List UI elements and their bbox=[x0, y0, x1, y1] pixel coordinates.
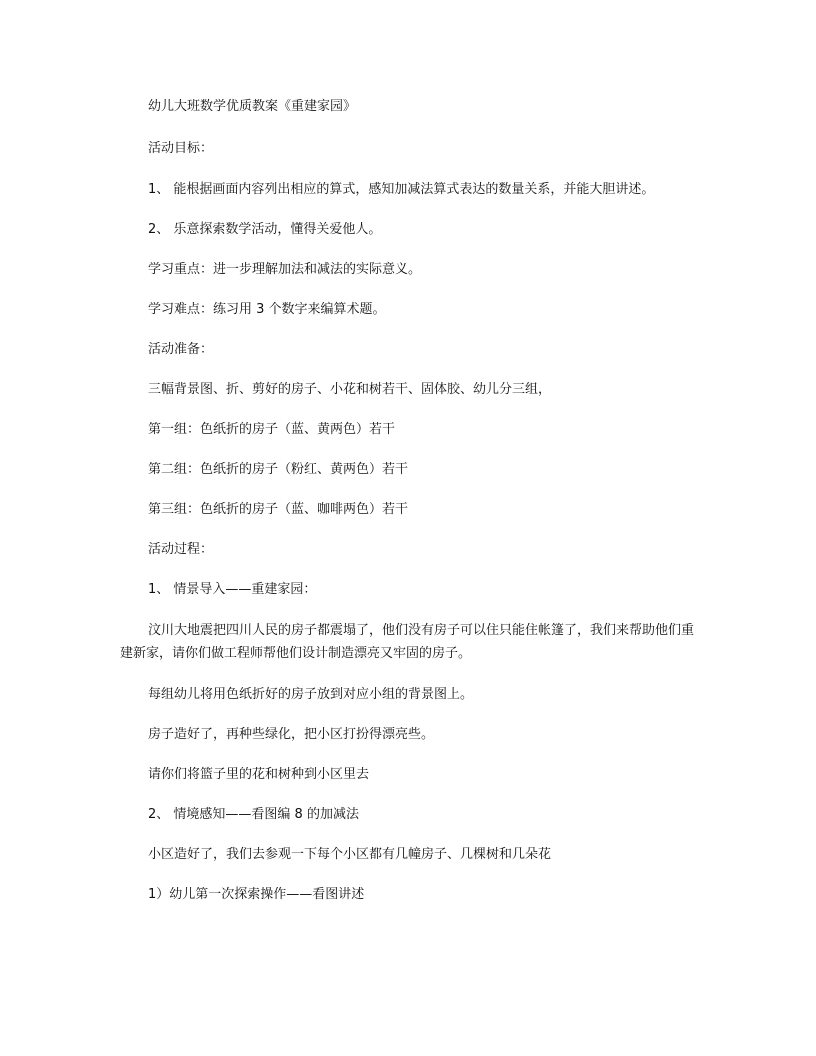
step-1-line-2: 每组幼儿将用色纸折好的房子放到对应小组的背景图上。 bbox=[148, 687, 474, 702]
difficulty-point: 学习难点：练习用 3 个数字来编算术题。 bbox=[148, 302, 386, 317]
group-1: 第一组：色纸折的房子（蓝、黄两色）若干 bbox=[148, 422, 396, 437]
step-1-line-4: 请你们将篮子里的花和树种到小区里去 bbox=[148, 767, 370, 782]
step-1-line-3: 房子造好了，再种些绿化，把小区打扮得漂亮些。 bbox=[148, 727, 435, 742]
key-point: 学习重点：进一步理解加法和减法的实际意义。 bbox=[148, 262, 422, 277]
goal-item-2: 2、 乐意探索数学活动，懂得关爱他人。 bbox=[148, 222, 382, 237]
document-title: 幼儿大班数学优质教案《重建家园》 bbox=[148, 99, 357, 114]
step-2-line-1: 小区造好了，我们去参观一下每个小区都有几幢房子、几棵树和几朵花 bbox=[148, 847, 552, 862]
process-heading: 活动过程： bbox=[148, 542, 214, 557]
group-3: 第三组：色纸折的房子（蓝、咖啡两色）若干 bbox=[148, 502, 409, 517]
group-2: 第二组：色纸折的房子（粉红、黄两色）若干 bbox=[148, 462, 409, 477]
step-2-sub-1: 1）幼儿第一次探索操作——看图讲述 bbox=[148, 887, 365, 902]
step-1-paragraph: 汶川大地震把四川人民的房子都震塌了，他们没有房子可以住只能住帐篷了，我们来帮助他们重建新家，请你们做工程师帮他们设计制造漂亮又牢固的房子。 bbox=[120, 623, 695, 661]
goals-heading: 活动目标： bbox=[148, 141, 214, 156]
prep-materials: 三幅背景图、折、剪好的房子、小花和树若干、固体胶、幼儿分三组， bbox=[148, 382, 552, 397]
prep-heading: 活动准备： bbox=[148, 342, 214, 357]
goal-item-1: 1、 能根据画面内容列出相应的算式，感知加减法算式表达的数量关系，并能大胆讲述。 bbox=[148, 182, 655, 197]
step-2-heading: 2、 情境感知——看图编 8 的加减法 bbox=[148, 807, 359, 822]
step-1-heading: 1、 情景导入——重建家园： bbox=[148, 582, 317, 597]
